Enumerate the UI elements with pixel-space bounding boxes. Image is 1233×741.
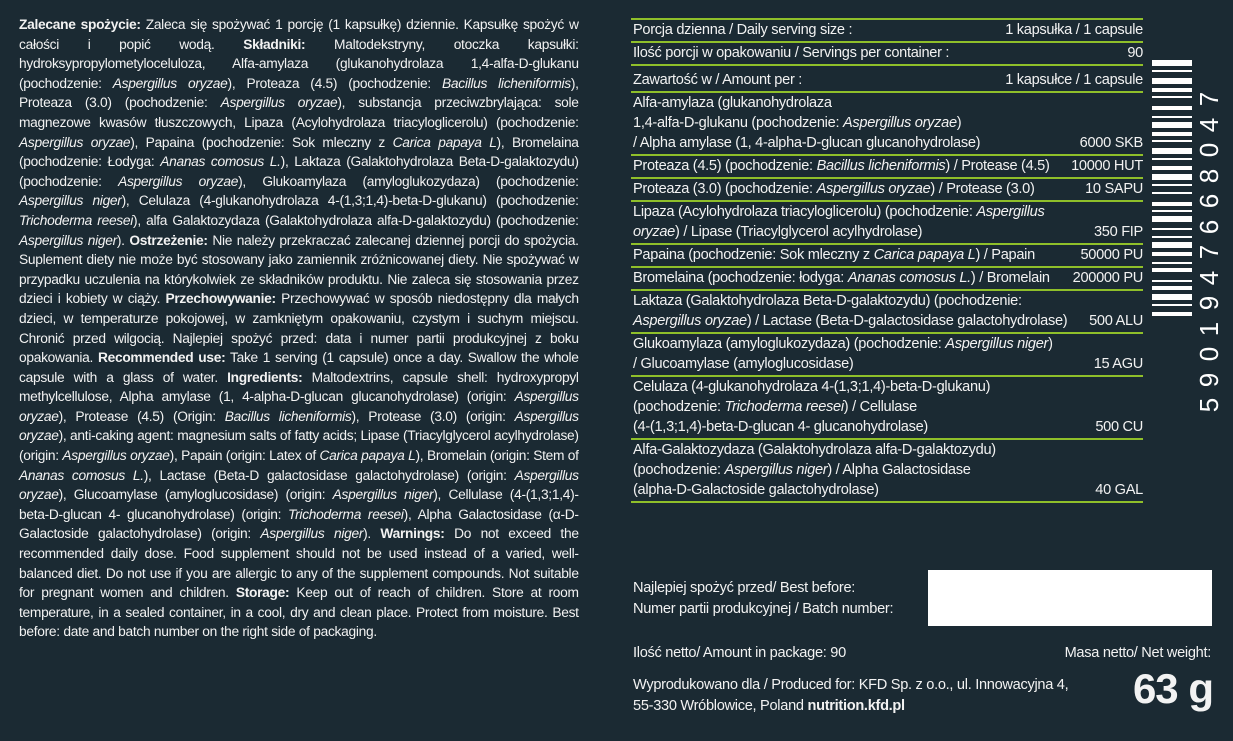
- composition-text: Zalecane spożycie: Zaleca się spożywać 1 porcję (1 kapsułkę) dziennie. Kapsułkę spożyć w całości i popić wodą. Składniki: Maltodekstryny, otoczka kapsułki: hydroksypropylometyloceluloza, Alfa-amylaza (glukanohydrolaza 1,4-alfa-D-glukanu (pochodzenie: Aspergillus oryzae), Proteaza (4.5) (pochodzenie: Bacillus licheniformis), Proteaza (3.0) (pochodzenie: Aspergillus oryzae), substancja przeciwzbrylająca: sole magnezowe kwasów tłuszczowych, Lipaza (Acylohydrolaza triacyloglicerolu) (pochodzenie: Aspergillus oryzae), Papaina (pochodzenie: Sok mleczny z Carica papaya L), Bromelaina (pochodzenie: Łodyga: Ananas comosus L.), Laktaza (Galaktohydrolaza Beta-D-galaktozydu) (pochodzenie: Aspergillus oryzae), Glukoamylaza (amyloglukozydaza) (pochodzenie: Aspergillus niger), Celulaza (4-glukanohydrolaza 4-(1,3;1,4)-beta-D-glukanu) (pochodzenie: Trichoderma reesei), alfa Galaktozydaza (Galaktohydrolaza alfa-D-galaktozydu) (pochodzenie: Aspergillus niger). Ostrzeżenie: Nie należy przekraczać zalecanej dziennej porcji do spożycia. Suplement diety nie może być stosowany jako zamiennik zróżnicowanej diety. Nie spożywać w przypadku uczulenia na którykolwiek ze składników produktu. Nie zaleca się stosowania przez dzieci i kobiety w ciąży. Przechowywanie: Przechowywać w sposób niedostępny dla małych dzieci, w temperaturze pokojowej, w zamkniętym opakowaniu, czystym i suchym miejscu. Chronić przed wilgocią. Najlepiej spożyć przed: data i numer partii produkcyjnej z boku opakowania. Recommended use: Take 1 serving (1 capsule) once a day. Swallow the whole capsule with a glass of water. Ingredients: Maltodextrins, capsule shell: hydroxypropyl methylcellulose, Alpha amylase (1, 4-alpha-D-glucan glucanohydrolase) (origin: Aspergillus oryzae), Protease (4.5) (Origin: Bacillus licheniformis), Protease (3.0) (origin: Aspergillus oryzae), anti-caking agent: magnesium salts of fatty acids; Lipase (Triacylglycerol acylhydrolase) (origin: Aspergillus oryzae), Papain (origin: Latex of Carica papaya L), Bromelain (origin: Stem of Ananas comosus L.), Lactase (Beta-D galactosidase galactohydrolase) (origin: Aspergillus oryzae), Glucoamylase (amyloglucosidase) (origin: Aspergillus niger), Cellulase (4-(1,3;1,4)-beta-D-glucan 4- glucanohydrolase) (origin: Trichoderma reesei), Alpha Galactosidase (α-D-Galactoside galactohydrolase) (origin: Aspergillus niger). Warnings: Do not exceed the recommended daily dose. Food supplement should not be used instead of a varied, well-balanced diet. Do not use if you are allergic to any of the supplement compounds. Not suitable for pregnant women and children. Storage: Keep out of reach of children. Store at room temperature, in a sealed container, in a cool, dry and clean place. Protect from moisture. Best before: date and batch number on the right side of packaging.: [19, 17, 579, 641]
- barcode-digit: 7: [1194, 244, 1224, 260]
- table-row-cellulase: Celulaza (4-glukanohydrolaza 4-(1,3;1,4)-beta-D-glukanu) (pochodzenie: Trichoderma reesei) / Cellulase (4-(1,3;1,4)-beta-D-glucan 4- glucanohydrolase) 500 CU: [631, 377, 1143, 440]
- recommended-use-heading: Recommended use:: [97, 350, 226, 367]
- ingredients-heading-en: Ingredients:: [227, 369, 303, 386]
- barcode-bar: [1152, 268, 1192, 272]
- barcode-digit: 9: [1194, 295, 1224, 311]
- barcode-bar: [1152, 96, 1192, 98]
- table-row-glucoamylase: Glukoamylaza (amyloglukozydaza) (pochodzenie: Aspergillus niger) / Glucoamylase (amyloglucosidase) 15 AGU: [631, 334, 1143, 377]
- batch-number-label: Numer partii produkcyjnej / Batch number:: [633, 601, 894, 617]
- best-before-box: [928, 570, 1212, 626]
- barcode-bar: [1152, 106, 1192, 110]
- table-row-bromelain: Bromelaina (pochodzenie: łodyga: Ananas comosus L.) / Bromelain 200000 PU: [631, 268, 1143, 291]
- barcode-digit: 9: [1194, 372, 1224, 387]
- table-row-lactase: Laktaza (Galaktohydrolaza Beta-D-galaktozydu) (pochodzenie: Aspergillus oryzae) / Lactase (Beta-D-galactosidase galactohydrolase) 500 ALU: [631, 291, 1143, 334]
- barcode-bar: [1152, 262, 1192, 264]
- barcode-digit: 6: [1194, 193, 1224, 209]
- best-before-label: Najlepiej spożyć przed/ Best before:: [633, 580, 856, 596]
- warnings-heading-en: Warnings:: [380, 526, 445, 543]
- net-amount: Ilość netto/ Amount in package: 90: [633, 645, 846, 661]
- dosage-heading: Zalecane spożycie:: [19, 17, 141, 33]
- barcode-bar: [1152, 216, 1192, 222]
- table-row-alpha-amylase: Alfa-amylaza (glukanohydrolaza 1,4-alfa-D-glukanu (pochodzenie: Aspergillus oryzae) / Alpha amylase (1, 4-alpha-D-glucan glucanohydrolase) 6000 SKB: [631, 93, 1143, 156]
- barcode-bar: [1152, 166, 1192, 170]
- barcode-bar: [1152, 116, 1192, 118]
- producer-info: Wyprodukowano dla / Produced for: KFD Sp. z o.o., ul. Innowacyjna 4, 55-330 Wróblowice, Poland nutrition.kfd.pl: [633, 677, 1069, 714]
- table-row-alpha-galactosidase: Alfa-Galaktozydaza (Galaktohydrolaza alfa-D-galaktozydu) (pochodzenie: Aspergillus niger) / Alpha Galactosidase (alpha-D-Galactoside galactohydrolase) 40 GAL: [631, 440, 1143, 503]
- table-row-lipase: Lipaza (Acylohydrolaza triacyloglicerolu) (pochodzenie: Aspergillus oryzae) / Lipase (Triacylglycerol acylhydrolase) 350 FIP: [631, 202, 1143, 245]
- barcode-digit: 6: [1194, 219, 1224, 234]
- barcode-bar: [1152, 184, 1192, 186]
- barcode-bar: [1152, 202, 1192, 206]
- barcode-digit: 0: [1194, 346, 1224, 362]
- barcode-digit: 0: [1194, 142, 1224, 158]
- storage-heading-en: Storage:: [235, 585, 290, 602]
- table-row-papain: Papaina (pochodzenie: Sok mleczny z Carica papaya L) / Papain 50000 PU: [631, 245, 1143, 268]
- barcode-bar: [1152, 304, 1192, 306]
- barcode-bar: [1152, 148, 1192, 154]
- barcode-bar: [1152, 294, 1192, 300]
- supplement-facts-table: [631, 18, 1143, 503]
- barcode-bar: [1152, 60, 1192, 66]
- barcode-bar: [1152, 280, 1192, 282]
- net-weight-value: 63 g: [1132, 665, 1213, 712]
- barcode-bar: [1152, 286, 1192, 290]
- barcode-bar: [1152, 252, 1192, 256]
- table-row-serving: Porcja dzienna / Daily serving size : 1 kapsułka / 1 capsule: [631, 18, 1143, 43]
- warning-heading: Ostrzeżenie:: [129, 232, 208, 249]
- barcode-bar: [1152, 132, 1192, 136]
- table-row-protease-30: Proteaza (3.0) (pochodzenie: Aspergillus oryzae) / Protease (3.0) 10 SAPU: [631, 179, 1143, 202]
- barcode-bar: [1152, 228, 1192, 230]
- barcode-digit: 7: [1194, 91, 1224, 107]
- ingredients-heading: Składniki:: [243, 36, 306, 53]
- barcode-digit: 5: [1194, 397, 1224, 413]
- barcode-bar: [1152, 122, 1192, 128]
- barcode-bar: [1152, 192, 1192, 194]
- barcode-bar: [1152, 78, 1192, 84]
- barcode-bar: [1152, 236, 1192, 238]
- barcode-bar: [1152, 158, 1192, 160]
- barcode-bar: [1152, 242, 1192, 248]
- net-weight-label: Masa netto/ Net weight:: [1064, 645, 1211, 661]
- barcode: [1148, 60, 1224, 420]
- table-row-amount-per: Zawartość w / Amount per : 1 kapsułce / 1 capsule: [631, 70, 1143, 93]
- barcode-digit: 1: [1194, 321, 1224, 336]
- barcode-bar: [1152, 312, 1192, 316]
- table-row-servings: Ilość porcji w opakowaniu / Servings per container : 90: [631, 43, 1143, 66]
- barcode-digit: 4: [1194, 270, 1224, 285]
- producer-website: nutrition.kfd.pl: [807, 698, 905, 714]
- best-before-block: [633, 578, 893, 620]
- barcode-digit: 8: [1194, 168, 1224, 183]
- barcode-digit: 4: [1194, 117, 1224, 132]
- barcode-bar: [1152, 140, 1192, 142]
- barcode-bar: [1152, 210, 1192, 212]
- barcode-bar: [1152, 70, 1192, 72]
- table-row-protease-45: Proteaza (4.5) (pochodzenie: Bacillus licheniformis) / Protease (4.5) 10000 HUT: [631, 156, 1143, 179]
- storage-heading-pl: Przechowywanie:: [165, 291, 276, 308]
- barcode-bar: [1152, 174, 1192, 180]
- barcode-bar: [1152, 88, 1192, 92]
